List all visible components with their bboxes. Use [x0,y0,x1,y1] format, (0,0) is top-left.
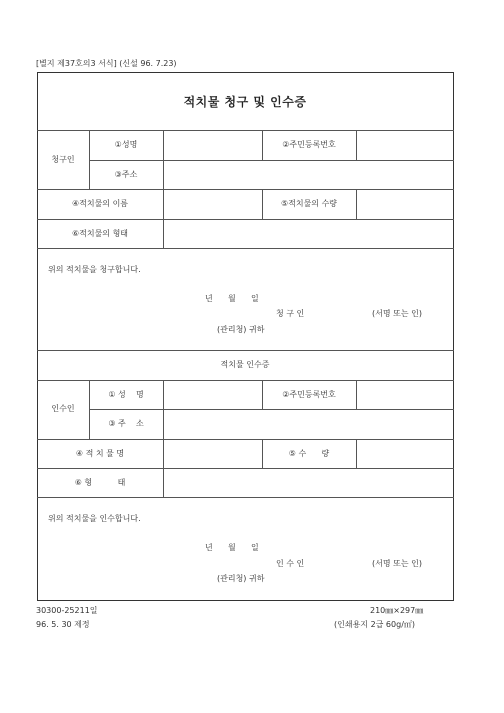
form-title: 적치물 청구 및 인수증 [183,95,307,109]
item-shape-label: ⑥적치물의 형태 [71,229,129,238]
rule [163,130,164,248]
receiver-rrn-label: ②주민등록번호 [282,390,336,399]
rule [356,130,357,160]
claimant-name-label: ①성명 [114,140,138,149]
paper-type: (인쇄용지 2급 60g/㎡) [334,620,416,629]
receiver-signer-label: 인 수 인 [276,559,305,568]
receipt-addressee: (관리청) 귀하 [217,574,265,583]
receipt-section-title: 적치물 인수증 [220,360,270,369]
item-name-label: ④적치물의 이름 [71,199,129,208]
rule [356,380,357,409]
rule [37,468,454,469]
claim-addressee: (관리청) 귀하 [217,325,265,334]
received-item-shape-label: ⑥ 형 태 [74,478,126,487]
rule [262,439,263,468]
rule [89,409,454,410]
rule [163,380,164,497]
received-item-name-label: ④ 적 치 물 명 [75,449,125,458]
paper-size: 210㎜×297㎜ [370,606,424,615]
item-quantity-label: ⑤적치물의 수량 [280,199,338,208]
enactment-date: 96. 5. 30 제정 [36,620,90,629]
claimant-signer-label: 청 구 인 [276,309,305,318]
rule [37,350,454,351]
rule [37,130,454,131]
rule [262,380,263,409]
rule [262,130,263,160]
rule [89,130,90,189]
receiver-name-label: ① 성 명 [108,390,144,399]
claim-date-line: 년 월 일 [205,294,259,303]
claimant-address-label: ③주소 [114,170,138,179]
claimant-rrn-label: ②주민등록번호 [282,140,336,149]
receipt-date-line: 년 월 일 [205,543,259,552]
claimant-group-label: 청구인 [51,155,75,164]
rule [37,439,454,440]
rule [37,380,454,381]
rule [37,219,454,220]
receipt-statement: 위의 적치물을 인수합니다. [48,514,141,523]
claim-statement: 위의 적치물을 청구합니다. [48,265,141,274]
receiver-group-label: 인수인 [51,404,75,413]
receiver-sign-note: (서명 또는 인) [372,559,422,568]
rule [356,189,357,219]
rule [37,189,454,190]
rule [89,380,90,439]
rule [89,160,454,161]
received-item-quantity-label: ⑤ 수 량 [288,449,330,458]
receiver-address-label: ③ 주 소 [108,419,144,428]
form-code: 30300-25211일 [36,606,98,615]
claimant-sign-note: (서명 또는 인) [372,309,422,318]
rule [37,497,454,498]
form-number-label: [별지 제37호의3 서식] (신설 96. 7.23) [36,59,177,68]
rule [262,189,263,219]
rule [356,439,357,468]
rule [37,248,454,249]
